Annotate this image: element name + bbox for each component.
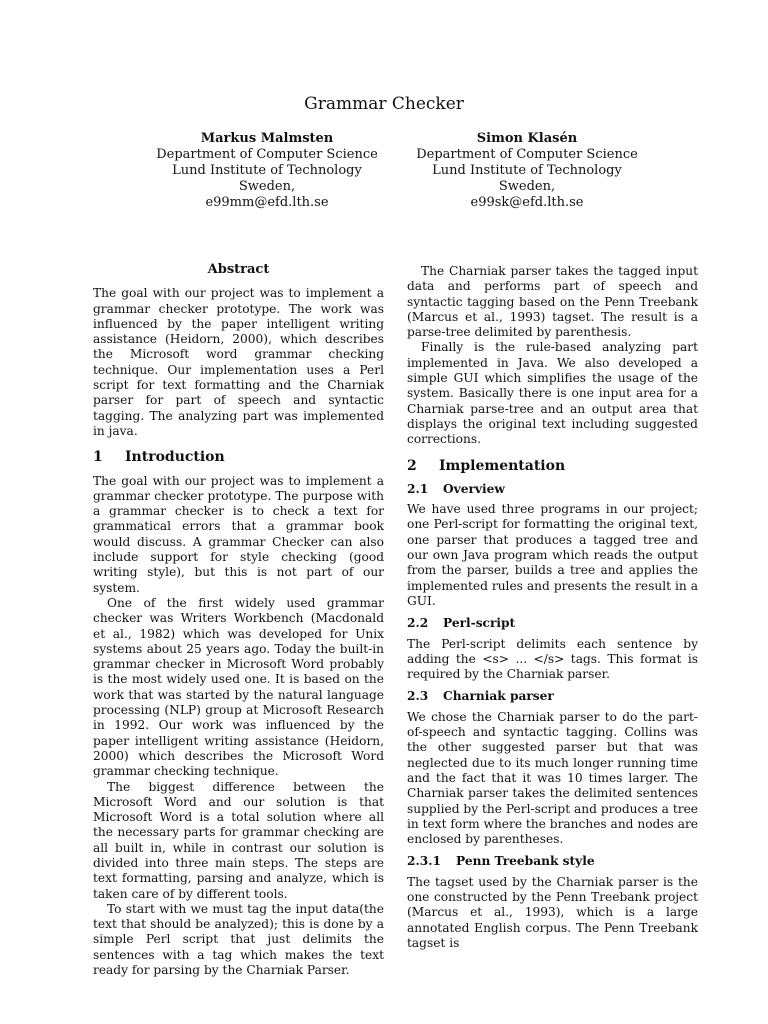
subsection-title: Overview	[443, 481, 505, 496]
left-column	[93, 262, 384, 978]
paragraph: The Perl-script delimits each sentence by adding the <s> ... </s> tags. This format is required by the Charniak parser.	[407, 636, 698, 682]
author-institute: Lund Institute of Technology	[432, 163, 622, 178]
paragraph: The Charniak parser takes the tagged input data and performs part of speech and syntactic tagging based on the Penn Treebank (Marcus et al., 1993) tagset. The result is a parse-tree delimited by parenthesis.	[407, 264, 698, 340]
author-country: Sweden,	[498, 179, 556, 194]
paragraph: One of the first widely used grammar checker was Writers Workbench (Macdonald et al., 1982) which was developed for Unix systems about 25 years ago. Today the built-in grammar checker in Microsoft Word probably is the most widely used one. It is based on the work that was started by the natural language processing (NLP) group at Microsoft Research in 1992. Our work was influenced by the paper intelligent writing assistance (Heidorn, 2000) which describes the Microsoft Word grammar checking technique.	[93, 595, 384, 779]
subsection-title: Charniak parser	[443, 689, 554, 704]
subsection-number: 2.2	[407, 616, 429, 631]
author-institute: Lund Institute of Technology	[172, 163, 362, 178]
subsubsection-title: Penn Treebank style	[456, 854, 595, 869]
section-number: 2	[407, 457, 417, 474]
subsubsection-heading-penn	[407, 854, 698, 869]
author-block-2	[387, 131, 667, 211]
author-email: e99mm@efd.lth.se	[205, 195, 329, 210]
paragraph: The biggest difference between the Microsoft Word and our solution is that Microsoft Word is a total solution where all the necessary parts for grammar checking are all built in, while in contrast our solution is divided into three main steps. The steps are text formatting, parsing and analyze, which is taken care of by different tools.	[93, 779, 384, 901]
subsection-heading-charniak	[407, 689, 698, 704]
paragraph: Finally is the rule-based analyzing part implemented in Java. We also developed a simple GUI which simplifies the usage of the system. Basically there is one input area for a Charniak parse-tree and an output area that displays the original text including suggested corrections.	[407, 340, 698, 447]
paragraph: The goal with our project was to implement a grammar checker prototype. The purpose with a grammar checker is to check a text for grammatical errors that a grammar book would discuss. A grammar Checker can also include support for style checking (good writing style), but this is not part of our system.	[93, 473, 384, 595]
author-block-1	[127, 131, 407, 211]
section-heading-introduction	[93, 450, 384, 465]
subsection-heading-perl	[407, 616, 698, 631]
subsection-title: Perl-script	[443, 616, 516, 631]
paragraph: The tagset used by the Charniak parser is the one constructed by the Penn Treebank project (Marcus et al., 1993), which is a large annotated English corpus. The Penn Treebank tagset is	[407, 874, 698, 950]
author-email: e99sk@efd.lth.se	[470, 195, 584, 210]
author-department: Department of Computer Science	[156, 147, 378, 162]
subsection-number: 2.1	[407, 481, 429, 496]
subsection-heading-overview	[407, 482, 698, 497]
paragraph: We have used three programs in our project; one Perl-script for formatting the original text, one parser that produces a tagged tree and our own Java program which reads the output from the parser, builds a tree and applies the implemented rules and presents the result in a GUI.	[407, 502, 698, 608]
author-name: Markus Malmsten	[200, 131, 334, 146]
paragraph: To start with we must tag the input data(the text that should be analyzed); this is done by a simple Perl script that just delimits the sentences with a tag which makes the text ready for parsing by the Charniak Parser.	[93, 901, 384, 978]
subsubsection-number: 2.3.1	[407, 854, 441, 869]
author-department: Department of Computer Science	[416, 147, 638, 162]
subsection-number: 2.3	[407, 689, 429, 704]
section-title: Introduction	[125, 449, 225, 466]
author-country: Sweden,	[238, 179, 296, 194]
abstract-text: The goal with our project was to implement a grammar checker prototype. The work was influenced by the paper intelligent writing assistance (Heidorn, 2000), which describes the Microsoft word grammar checking technique. Our implementation uses a Perl script for text formatting and the Charniak parser for part of speech and syntactic tagging. The analyzing part was implemented in java.	[93, 286, 384, 438]
abstract-heading: Abstract	[207, 262, 270, 277]
section-number: 1	[93, 449, 103, 466]
section-heading-implementation	[407, 459, 698, 474]
author-name: Simon Klasén	[476, 131, 578, 146]
right-column	[407, 264, 698, 951]
paper-title: Grammar Checker	[304, 94, 464, 114]
paragraph: We chose the Charniak parser to do the part-of-speech and syntactic tagging. Collins was the other suggested parser but that was neglected due to its much longer running time and the fact that it was 10 times larger. The Charniak parser takes the delimited sentences supplied by the Perl-script and produces a tree in text form where the branches and nodes are enclosed by parentheses.	[407, 709, 698, 847]
section-title: Implementation	[439, 457, 566, 474]
